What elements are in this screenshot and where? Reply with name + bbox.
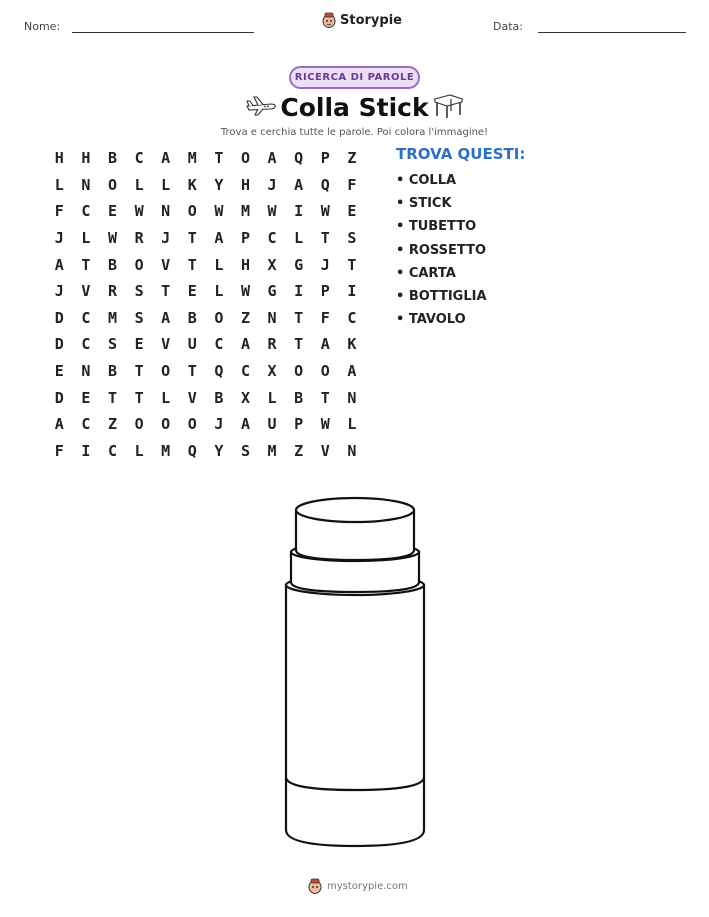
grid-letter[interactable]: D	[54, 335, 64, 354]
grid-letter[interactable]: X	[267, 362, 277, 381]
grid-letter[interactable]: T	[320, 388, 330, 407]
grid-letter[interactable]: S	[240, 441, 250, 460]
grid-letter[interactable]: X	[267, 255, 277, 274]
grid-letter[interactable]: C	[81, 415, 91, 434]
name-label: Nome:	[24, 20, 61, 33]
grid-letter[interactable]: G	[267, 282, 277, 301]
grid-letter[interactable]: D	[54, 388, 64, 407]
grid-row	[46, 331, 366, 358]
grid-letter[interactable]: O	[161, 362, 171, 381]
name-field[interactable]	[72, 32, 254, 33]
grid-letter[interactable]: L	[134, 441, 144, 460]
grid-letter[interactable]: J	[54, 229, 64, 248]
grid-letter[interactable]: J	[267, 175, 277, 194]
grid-letter[interactable]: E	[54, 362, 64, 381]
grid-letter[interactable]: L	[347, 415, 357, 434]
word-list-item: • COLLA	[396, 173, 457, 188]
grid-letter[interactable]: C	[214, 335, 224, 354]
word-list-item: • TUBETTO	[396, 219, 477, 235]
grid-letter[interactable]: F	[347, 175, 357, 194]
grid-letter[interactable]: Y	[214, 441, 224, 460]
grid-letter[interactable]: N	[81, 175, 91, 194]
grid-letter[interactable]: S	[134, 282, 144, 301]
date-label: Data:	[493, 20, 523, 33]
brand-logo	[322, 12, 402, 28]
grid-letter[interactable]: I	[294, 282, 304, 301]
grid-row	[46, 198, 366, 225]
grid-letter[interactable]: H	[240, 255, 250, 274]
grid-letter[interactable]: A	[240, 335, 250, 354]
grid-letter[interactable]: F	[54, 441, 64, 460]
grid-letter[interactable]: M	[267, 441, 277, 460]
grid-row	[46, 172, 366, 199]
grid-row	[46, 358, 366, 385]
word-list-heading: TROVA QUESTI:	[396, 145, 526, 163]
grid-letter[interactable]: H	[81, 149, 91, 168]
grid-letter[interactable]: J	[320, 255, 330, 274]
grid-row	[46, 411, 366, 438]
grid-row	[46, 305, 366, 332]
grid-letter[interactable]: B	[294, 388, 304, 407]
grid-letter[interactable]: B	[107, 149, 117, 168]
grid-letter[interactable]: W	[107, 229, 117, 248]
grid-letter[interactable]: T	[214, 149, 224, 168]
grid-letter[interactable]: O	[214, 308, 224, 327]
grid-letter[interactable]: O	[187, 415, 197, 434]
grid-letter[interactable]: J	[161, 229, 171, 248]
grid-letter[interactable]: J	[54, 282, 64, 301]
grid-letter[interactable]: N	[81, 362, 91, 381]
grid-letter[interactable]: F	[320, 308, 330, 327]
grid-letter[interactable]: E	[187, 282, 197, 301]
grid-letter[interactable]: S	[347, 229, 357, 248]
glue-stick-drawing[interactable]	[280, 490, 430, 850]
grid-letter[interactable]: U	[187, 335, 197, 354]
grid-letter[interactable]: V	[81, 282, 91, 301]
grid-letter[interactable]: A	[294, 175, 304, 194]
grid-letter[interactable]: M	[240, 202, 250, 221]
grid-letter[interactable]: B	[107, 362, 117, 381]
grid-letter[interactable]: C	[107, 441, 117, 460]
grid-letter[interactable]: T	[134, 362, 144, 381]
word-list-item: • STICK	[396, 196, 452, 212]
grid-letter[interactable]: L	[214, 255, 224, 274]
grid-letter[interactable]: T	[107, 388, 117, 407]
grid-row	[46, 225, 366, 252]
grid-letter[interactable]: R	[267, 335, 277, 354]
grid-letter[interactable]: A	[347, 362, 357, 381]
grid-letter[interactable]: P	[294, 415, 304, 434]
page-title: Colla Stick	[280, 93, 429, 122]
grid-letter[interactable]: S	[134, 308, 144, 327]
grid-letter[interactable]: Z	[347, 149, 357, 168]
grid-letter[interactable]: A	[161, 308, 171, 327]
grid-letter[interactable]: W	[134, 202, 144, 221]
grid-letter[interactable]: E	[81, 388, 91, 407]
grid-letter[interactable]: N	[161, 202, 171, 221]
grid-letter[interactable]: N	[267, 308, 277, 327]
grid-letter[interactable]: K	[347, 335, 357, 354]
grid-letter[interactable]: A	[54, 255, 64, 274]
grid-letter[interactable]: F	[54, 202, 64, 221]
footer	[308, 878, 408, 894]
grid-letter[interactable]: X	[240, 388, 250, 407]
grid-letter[interactable]: T	[294, 335, 304, 354]
grid-letter[interactable]: B	[187, 308, 197, 327]
word-list	[396, 145, 525, 335]
grid-letter[interactable]: D	[54, 308, 64, 327]
grid-letter[interactable]: Z	[107, 415, 117, 434]
grid-letter[interactable]: O	[240, 149, 250, 168]
grid-letter[interactable]: W	[267, 202, 277, 221]
grid-letter[interactable]: V	[320, 441, 330, 460]
grid-letter[interactable]: O	[161, 415, 171, 434]
grid-letter[interactable]: P	[320, 282, 330, 301]
grid-letter[interactable]: L	[81, 229, 91, 248]
grid-letter[interactable]: O	[294, 362, 304, 381]
grid-letter[interactable]: O	[320, 362, 330, 381]
grid-letter[interactable]: T	[320, 229, 330, 248]
grid-letter[interactable]: V	[161, 255, 171, 274]
grid-letter[interactable]: I	[81, 441, 91, 460]
grid-letter[interactable]: L	[214, 282, 224, 301]
grid-letter[interactable]: T	[161, 282, 171, 301]
grid-letter[interactable]: G	[294, 255, 304, 274]
grid-letter[interactable]: H	[240, 175, 250, 194]
grid-letter[interactable]: A	[267, 149, 277, 168]
storypie-logo-icon	[322, 12, 336, 28]
grid-letter[interactable]: Q	[214, 362, 224, 381]
grid-letter[interactable]: T	[347, 255, 357, 274]
grid-letter[interactable]: E	[107, 202, 117, 221]
grid-letter[interactable]: C	[134, 149, 144, 168]
instructions: Trova e cerchia tutte le parole. Poi colora l'immagine!	[220, 127, 489, 138]
grid-letter[interactable]: Y	[214, 175, 224, 194]
grid-letter[interactable]: N	[347, 388, 357, 407]
word-list-item: • ROSSETTO	[396, 242, 487, 258]
grid-letter[interactable]: N	[347, 441, 357, 460]
grid-row	[46, 278, 366, 305]
grid-letter[interactable]: O	[187, 202, 197, 221]
grid-letter[interactable]: T	[187, 362, 197, 381]
grid-letter[interactable]: W	[320, 415, 330, 434]
word-list-item: • TAVOLO	[396, 312, 466, 328]
grid-letter[interactable]: O	[107, 175, 117, 194]
word-list-item: • BOTTIGLIA	[396, 288, 487, 304]
grid-letter[interactable]: Q	[320, 175, 330, 194]
grid-letter[interactable]: C	[81, 335, 91, 354]
grid-letter[interactable]: C	[240, 362, 250, 381]
grid-letter[interactable]: C	[347, 308, 357, 327]
table-icon	[432, 91, 464, 119]
grid-letter[interactable]: V	[187, 388, 197, 407]
grid-letter[interactable]: Q	[294, 149, 304, 168]
grid-letter[interactable]: Z	[294, 441, 304, 460]
grid-letter[interactable]: Z	[240, 308, 250, 327]
grid-letter[interactable]: M	[161, 441, 171, 460]
grid-letter[interactable]: L	[267, 388, 277, 407]
grid-letter[interactable]: T	[187, 255, 197, 274]
grid-letter[interactable]: B	[214, 388, 224, 407]
activity-badge: RICERCA DI PAROLE	[289, 66, 420, 89]
word-list-item: • CARTA	[396, 265, 456, 281]
grid-letter[interactable]: L	[161, 175, 171, 194]
grid-letter[interactable]: W	[320, 202, 330, 221]
grid-letter[interactable]: B	[107, 255, 117, 274]
grid-row	[46, 251, 366, 278]
grid-row	[46, 145, 366, 172]
grid-letter[interactable]: L	[294, 229, 304, 248]
grid-letter[interactable]: C	[267, 229, 277, 248]
grid-letter[interactable]: W	[214, 202, 224, 221]
grid-letter[interactable]: E	[134, 335, 144, 354]
grid-row	[46, 384, 366, 411]
grid-letter[interactable]: L	[161, 388, 171, 407]
grid-letter[interactable]: H	[54, 149, 64, 168]
grid-row	[46, 438, 366, 465]
grid-letter[interactable]: Q	[187, 441, 197, 460]
grid-letter[interactable]: M	[107, 308, 117, 327]
brand-name: Storypie	[340, 12, 402, 28]
grid-letter[interactable]: A	[161, 149, 171, 168]
grid-letter[interactable]: I	[347, 282, 357, 301]
grid-letter[interactable]: T	[294, 308, 304, 327]
grid-letter[interactable]: R	[134, 229, 144, 248]
grid-letter[interactable]: L	[54, 175, 64, 194]
grid-letter[interactable]: P	[240, 229, 250, 248]
grid-letter[interactable]: A	[240, 415, 250, 434]
grid-letter[interactable]: T	[81, 255, 91, 274]
grid-letter[interactable]: O	[134, 255, 144, 274]
grid-letter[interactable]: O	[134, 415, 144, 434]
grid-letter[interactable]: C	[81, 308, 91, 327]
grid-letter[interactable]: S	[107, 335, 117, 354]
grid-letter[interactable]: A	[54, 415, 64, 434]
grid-letter[interactable]: A	[320, 335, 330, 354]
grid-letter[interactable]: C	[81, 202, 91, 221]
grid-letter[interactable]: L	[134, 175, 144, 194]
grid-letter[interactable]: M	[187, 149, 197, 168]
storypie-logo-icon	[308, 878, 322, 894]
grid-letter[interactable]: K	[187, 175, 197, 194]
grid-letter[interactable]: P	[320, 149, 330, 168]
grid-letter[interactable]: R	[107, 282, 117, 301]
date-field[interactable]	[538, 32, 686, 33]
footer-url: mystorypie.com	[327, 880, 408, 892]
grid-letter[interactable]: E	[347, 202, 357, 221]
grid-letter[interactable]: T	[134, 388, 144, 407]
grid-letter[interactable]: V	[161, 335, 171, 354]
grid-letter[interactable]: I	[294, 202, 304, 221]
grid-letter[interactable]: T	[187, 229, 197, 248]
grid-letter[interactable]: J	[214, 415, 224, 434]
word-search-grid[interactable]	[46, 145, 366, 464]
grid-letter[interactable]: U	[267, 415, 277, 434]
grid-letter[interactable]: W	[240, 282, 250, 301]
grid-letter[interactable]: A	[214, 229, 224, 248]
